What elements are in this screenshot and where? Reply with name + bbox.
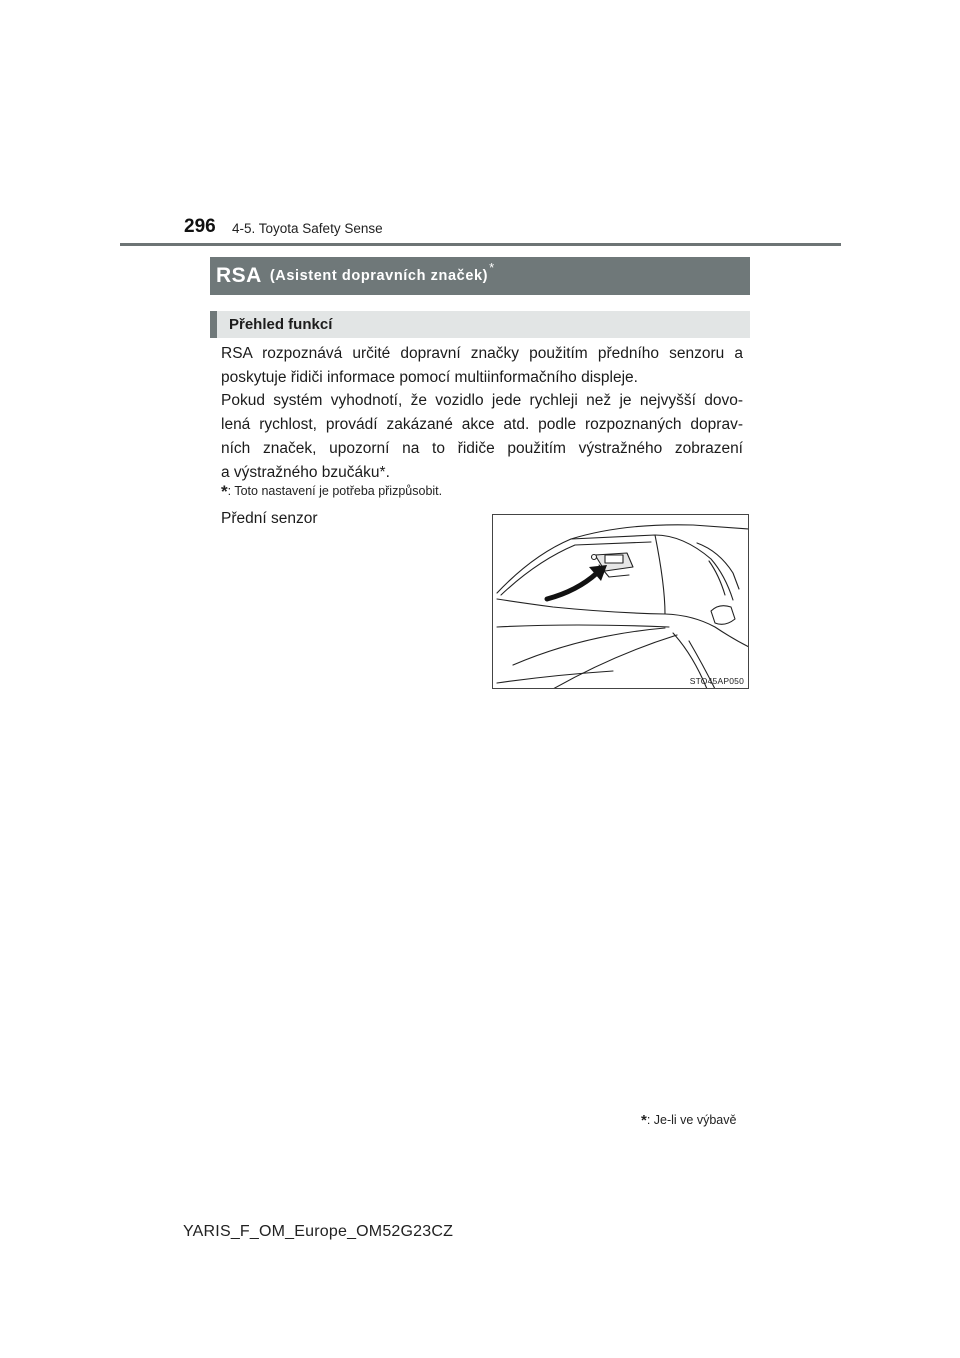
paragraph-line: a výstražného bzučáku*. [221, 464, 390, 481]
footnote-star: * [221, 482, 228, 501]
figure-code: STO45AP050 [689, 676, 744, 686]
availability-note-star: * [641, 1112, 647, 1129]
footnote-text: : Toto nastavení je potřeba přizpůsobit. [227, 484, 443, 498]
section-subtitle: (Asistent dopravních značek) [269, 268, 489, 284]
paragraph-line: Pokud systém vyhodnotí, že vozidlo jede rychleji než je nejvyšší dovo- [221, 392, 743, 409]
body-paragraph-1: RSA rozpoznává určité dopravní značky použitím předního senzoru a poskytuje řidiči informace pomocí multiinformačního displeje. [221, 345, 743, 386]
availability-note-text: : Je-li ve výbavě [646, 1113, 737, 1127]
section-title-bar [210, 257, 750, 295]
paragraph-line: ních značek, upozorní na to řidiče použitím výstražného zobrazení [221, 440, 743, 457]
figure-caption: Přední senzor [221, 510, 318, 527]
subheader: Přehled funkcí [210, 311, 750, 338]
section-title: RSA [216, 264, 262, 287]
page-number: 296 [184, 216, 216, 237]
sensor-figure [492, 514, 749, 689]
header-rule [120, 243, 841, 246]
availability-star: * [489, 259, 495, 275]
document-id: YARIS_F_OM_Europe_OM52G23CZ [183, 1223, 454, 1240]
section-path: 4-5. Toyota Safety Sense [232, 221, 383, 236]
windshield-sensor-illustration [493, 515, 749, 689]
availability-note [641, 1112, 736, 1129]
footnote [221, 482, 442, 502]
paragraph-line: lená rychlost, provádí zakázané akce atd. podle rozpoznaných doprav- [221, 416, 743, 433]
body-paragraph-2 [221, 389, 743, 485]
